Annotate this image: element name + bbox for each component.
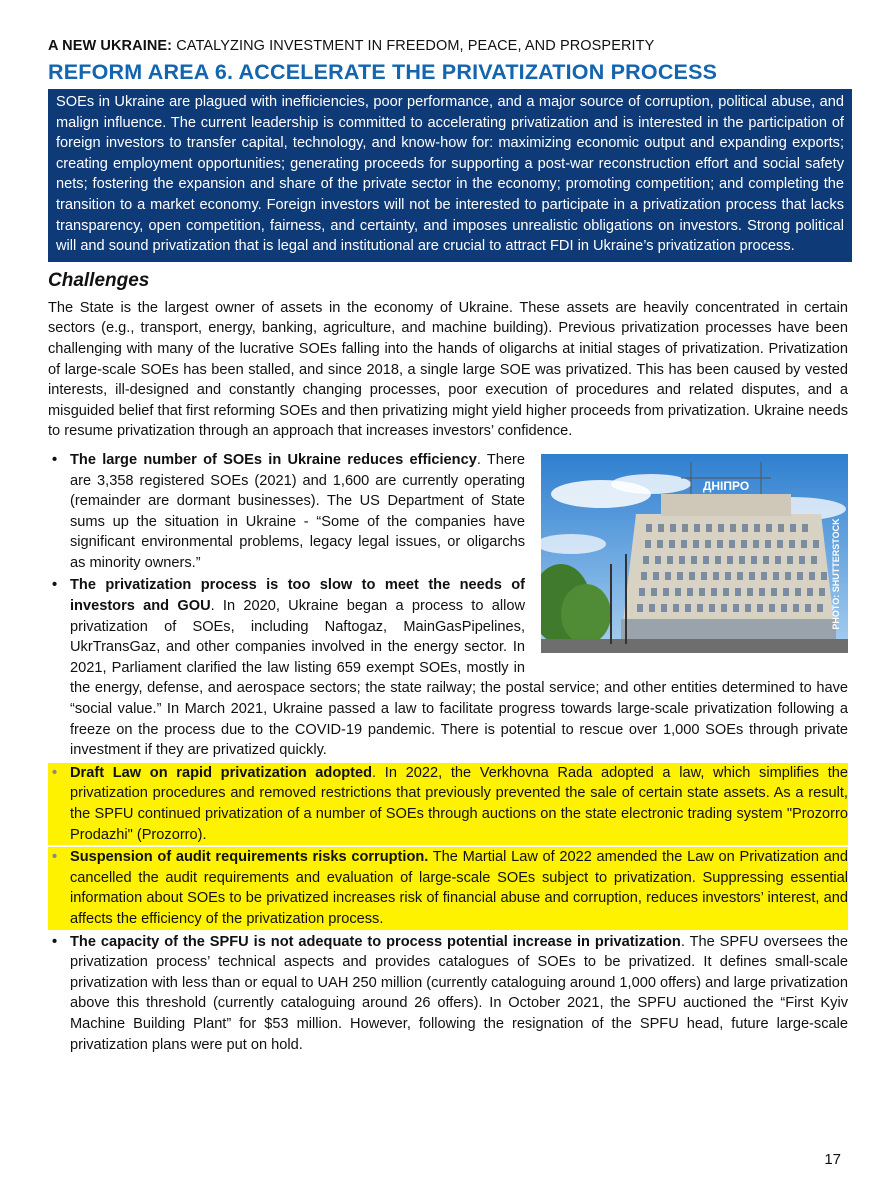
challenges-paragraph: The State is the largest owner of assets in the economy of Ukraine. These assets are heavily concentrated in certain sectors (e.g., transport, energy, banking, agriculture, and machine building). Previous privatization processes have been challenging with many of the lucrative SOEs falling into the hands of oligarchs at initial stages of privatization. Privatization of large-scale SOEs has been stalled, and since 2018, a single large SOE was privatized. This has been caused by vested interests, ill-designed and constantly changing processes, poor execution of procedures and related disputes, and a misguided belief that first reforming SOEs and then privatizing might yield higher proceeds from privatization. Ukraine needs to resume privatization through an approach that increases investors’ confidence. [48,299,848,440]
bullet-body: The Martial Law of 2022 amended the Law on Privatization and cancelled the audit requirements and evaluation of large-scale SOEs subject to privatization. Suppressing essential information about SOEs to be privatized increases risk of financial abuse and corruption, reduces investors’ interest, and affects the efficiency of the privatization process. [70,849,848,927]
bullet-body: . In 2022, the Verkhovna Rada adopted a law, which simplifies the privatization procedures and removed restrictions that previously prevented the sale of certain state assets. As a result, the SPFU continued privatization of a number of SOEs through auctions on the state electronic trading system "Prozorro Prodazhi" (Prozorro). [70,764,849,843]
bullet-dot-icon: • [52,577,58,594]
bullet-dot-icon: • [52,933,58,950]
photo-credit: PHOTO: SHUTTERSTOCK [831,518,841,630]
bullet-dot-icon: • [52,451,58,468]
bullet-bold-lead: Draft Law on rapid privatization adopted [70,764,373,781]
page-number: 17 [824,1151,841,1168]
challenges-bullet-list [48,450,848,1055]
bullet-item-draft-law [48,763,848,845]
bullet-body: . In 2020, Ukraine began a process to allow privatization of SOEs, including Naftogaz, MainGasPipelines, UkrTransGaz, and other companies involved in the energy sector. In 2021, Parliament clarified the law listing 659 exempt SOEs, mostly in the energy, defense, and aerospace sectors; the state railway; the postal service; and other entities determined to have “social value.” In March 2021, Ukraine passed a law to facilitate progress towards large-scale privatization following a freeze on the process due to the COVID-19 pandemic. There is potential to rescue over 1,000 SOEs through private investment if they are privatized quickly. [70,598,848,759]
bullet-item-spfu-capacity [48,932,848,1056]
document-page [48,38,848,1057]
bullet-bold-lead: The large number of SOEs in Ukraine reduces efficiency [70,451,477,468]
running-header-rest: CATALYZING INVESTMENT IN FREEDOM, PEACE, AND PROSPERITY [172,38,655,54]
rooftop-sign: ДНІПРО [702,478,750,493]
bullet-bold-lead: Suspension of audit requirements risks corruption. [70,849,429,866]
intro-summary-box: SOEs in Ukraine are plagued with inefficiencies, poor performance, and a major source of corruption, political abuse, and malign influence. The current leadership is committed to accelerating privatization and is interested in the participation of foreign investors to transfer capital, technology, and know-how for: maximizing economic output and expanding exports; creating employment opportunities; generating proceeds for supporting a post-war reconstruction effort and social safety nets; fostering the expansion and share of the private sector in the economy; promoting competition; and completing the transition to a market economy. Foreign investors will not be interested to participate in a privatization process that lacks transparency, open competition, fairness, and certainty, and imposes unrealistic obligations on investors. Strong political will and sound privatization that is legal and institutional are crucial to attract FDI in Ukraine’s privatization process. [48,89,852,262]
running-header [48,38,848,54]
bullet-item-soe-count [48,450,848,574]
bullet-body: . The SPFU oversees the privatization process’ technical aspects and provides catalogues of SOEs to be privatized. It defines small-scale privatization with less than or equal to UAH 250 million (currently cataloguing around 1,000 offers) and large privatization above this threshold (currently cataloguing around 26 offers). In October 2021, the SPFU auctioned the “First Kyiv Machine Building Plant” for $53 million. However, following the resignation of the SPFU head, future large-scale privatization plans were put on hold. [70,933,848,1053]
bullet-bold-lead: The capacity of the SPFU is not adequate to process potential increase in privatization [70,933,681,950]
bullet-item-audit-suspension [48,847,848,929]
bullet-dot-icon: • [52,764,58,781]
bullet-body: . There are 3,358 registered SOEs (2021) and 1,600 are currently operating (remainder are dormant businesses). The US Department of State sums up the situation in Ukraine - “Some of the companies have significant environmental problems, legacy legal issues, or oligarchs as minority owners.” [70,451,525,571]
running-header-bold: A NEW UKRAINE: [48,38,173,54]
bullet-bold-lead: The privatization process is too slow to meet the needs of investors and GOU [70,577,525,615]
bullet-item-slow-process [48,575,848,760]
bullet-dot-icon: • [52,849,58,866]
challenges-heading: Challenges [48,269,150,291]
reform-area-title: REFORM AREA 6. ACCELERATE THE PRIVATIZATION PROCESS [48,60,718,84]
